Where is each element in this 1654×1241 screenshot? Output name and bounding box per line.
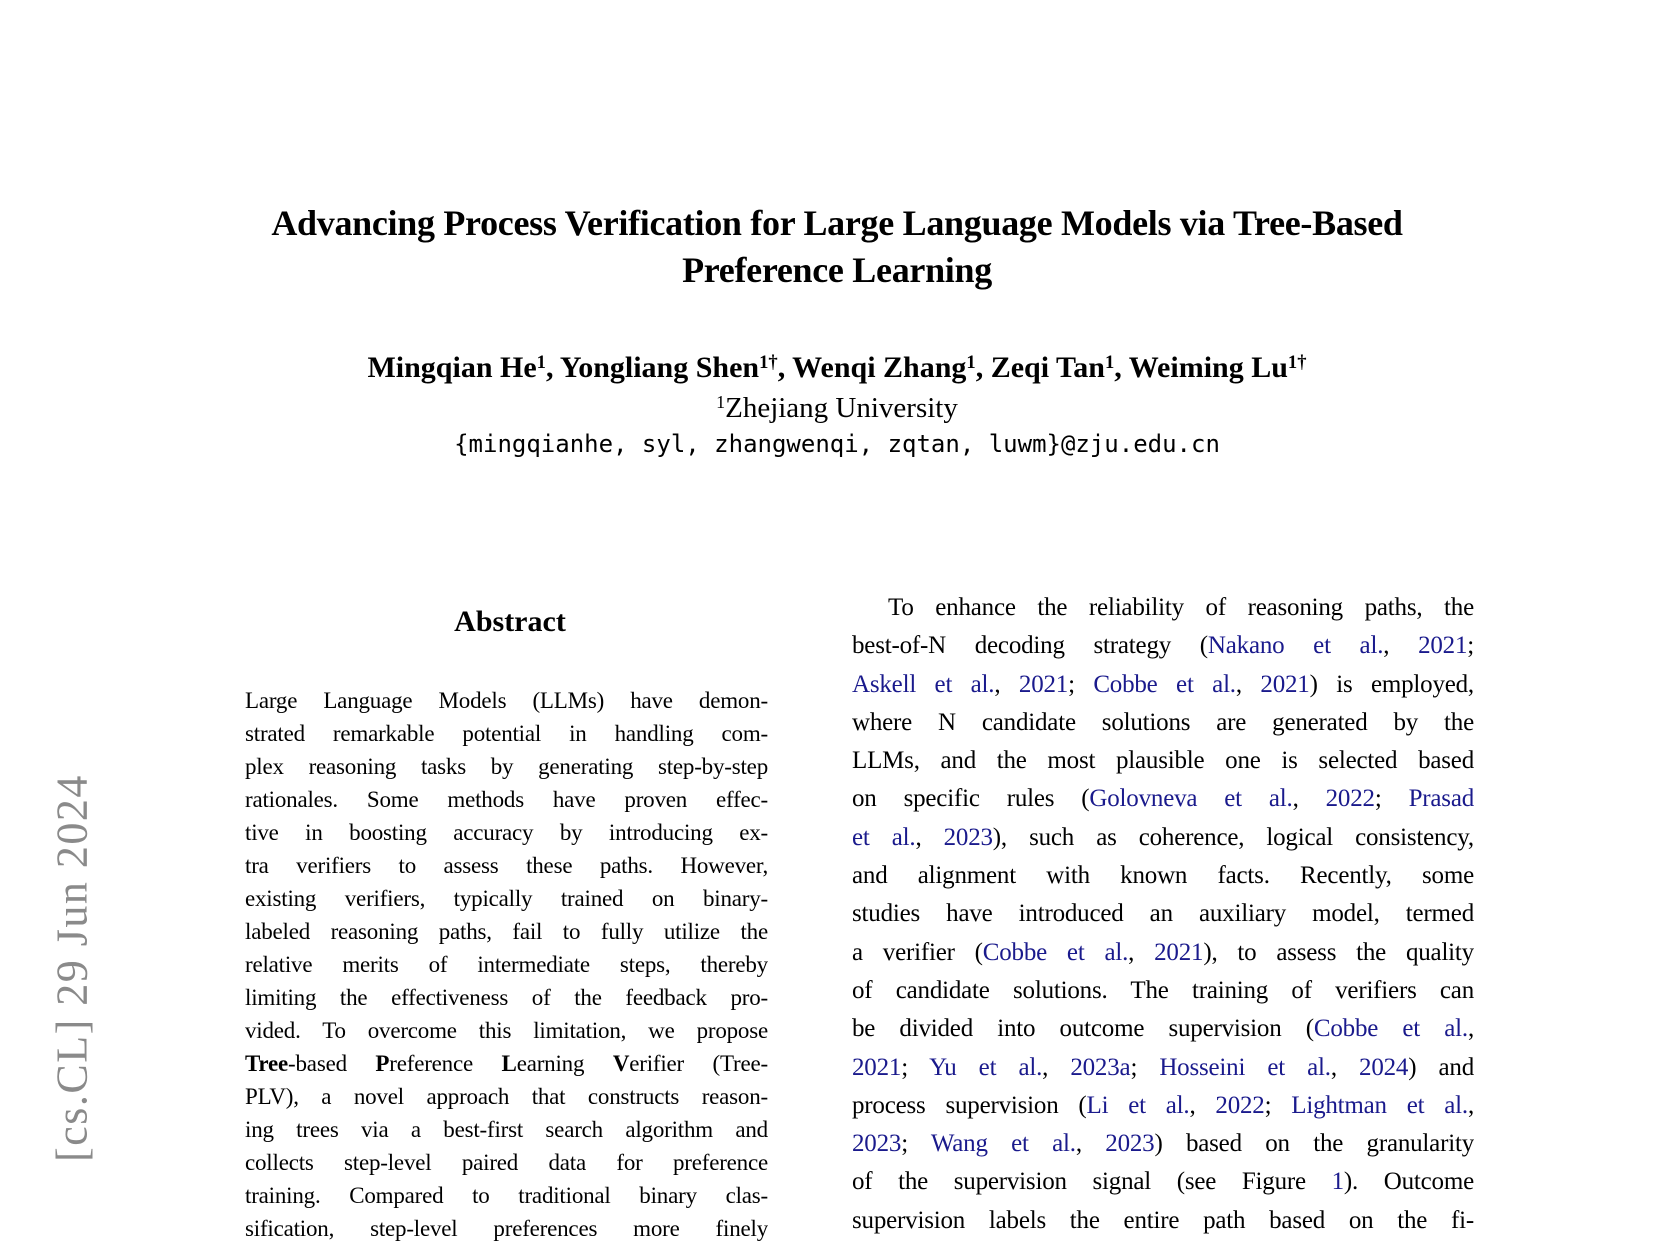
text-span: LLMs, and the most plausible one is selected based	[852, 747, 1474, 775]
text-span: ;	[1264, 1091, 1292, 1119]
text-span: supervision labels the entire path based on the fi-	[852, 1206, 1474, 1234]
citation-link[interactable]: 1	[1331, 1168, 1344, 1196]
text-span: ,	[1128, 938, 1155, 966]
abstract-heading: Abstract	[454, 605, 566, 638]
citation-link[interactable]: et al.	[852, 823, 916, 851]
citation-link[interactable]: 2024	[1359, 1053, 1409, 1081]
superscript: 1	[1104, 352, 1115, 374]
text-span: best-of-N decoding strategy (	[852, 632, 1208, 660]
paper-title-line-2: Preference Learning	[682, 250, 992, 290]
text-span: ) and	[1408, 1053, 1474, 1081]
text-line	[245, 684, 768, 717]
text-line	[852, 666, 1474, 704]
text-span: of candidate solutions. The training of verifiers can	[852, 976, 1474, 1004]
text-line	[852, 1163, 1474, 1201]
text-span: collects step-level paired data for preference	[245, 1150, 768, 1175]
text-span: ing trees via a best-first search algorithm and	[245, 1117, 768, 1142]
superscript: 1	[966, 352, 976, 374]
text-line	[852, 934, 1474, 972]
text-line	[245, 1146, 768, 1179]
text-line	[852, 1049, 1474, 1087]
text-line	[245, 882, 768, 915]
text-line	[245, 1113, 768, 1146]
text-span: rationales. Some methods have proven effec-	[245, 787, 768, 812]
citation-link[interactable]: Hosseini et al.	[1159, 1053, 1331, 1081]
citation-link[interactable]: Cobbe et al.	[1313, 1015, 1468, 1043]
citation-link[interactable]: Askell et al.	[852, 670, 995, 698]
text-span: tra verifiers to assess these paths. However,	[245, 853, 768, 878]
citation-link[interactable]: Cobbe et al.	[982, 938, 1129, 966]
text-line	[852, 1202, 1474, 1240]
bold-text: L	[501, 1051, 517, 1076]
citation-link[interactable]: 2022	[1215, 1091, 1265, 1119]
text-line	[852, 819, 1474, 857]
text-span: process supervision (	[852, 1091, 1087, 1119]
text-line	[852, 1125, 1474, 1163]
text-span: ;	[901, 1053, 930, 1081]
text-line	[245, 981, 768, 1014]
citation-link[interactable]: Nakano et al.	[1207, 632, 1384, 660]
text-span: ,	[1467, 1015, 1474, 1043]
affiliation-line	[180, 392, 1494, 425]
citation-link[interactable]: 2023	[943, 823, 993, 851]
text-line	[852, 1087, 1474, 1125]
text-span: be divided into outcome supervision (	[852, 1015, 1314, 1043]
text-span: vided. To overcome this limitation, we propose	[245, 1018, 768, 1043]
text-span: , Zeqi Tan	[975, 351, 1105, 384]
text-span: , Yongliang Shen	[545, 351, 760, 384]
text-line	[852, 742, 1474, 780]
citation-link[interactable]: 2021	[852, 1053, 902, 1081]
text-line	[245, 1179, 768, 1212]
citation-link[interactable]: Lightman et al.	[1291, 1091, 1468, 1119]
text-span: Zhejiang University	[725, 392, 958, 424]
text-span: ;	[1130, 1053, 1160, 1081]
bold-text: Tree	[245, 1051, 289, 1076]
text-span: ;	[1467, 632, 1474, 660]
text-span: a verifier (	[852, 938, 983, 966]
text-line	[852, 780, 1474, 818]
text-span: labeled reasoning paths, fail to fully utilize the	[245, 919, 768, 944]
text-line	[852, 857, 1474, 895]
paper-title	[180, 200, 1494, 294]
text-span: , Wenqi Zhang	[777, 351, 967, 384]
citation-link[interactable]: 2021	[1418, 632, 1468, 660]
citation-link[interactable]: 2021	[1260, 670, 1310, 698]
text-span: earning	[516, 1051, 613, 1076]
superscript: 1	[536, 352, 546, 374]
text-span: Large Language Models (LLMs) have demon-	[245, 688, 768, 713]
text-span: ) is employed,	[1309, 670, 1474, 698]
text-line	[245, 783, 768, 816]
text-line	[852, 589, 1474, 627]
bold-text: V	[612, 1051, 630, 1076]
text-span: ,	[1292, 785, 1326, 813]
citation-link[interactable]: Wang et al.	[930, 1130, 1076, 1158]
text-span: strated remarkable potential in handling com-	[245, 721, 768, 746]
citation-link[interactable]: Li et al.	[1086, 1091, 1190, 1119]
text-span: sification, step-level preferences more finely	[245, 1216, 768, 1241]
text-span: plex reasoning tasks by generating step-by-step	[245, 754, 768, 779]
introduction-column	[852, 589, 1474, 1240]
citation-link[interactable]: Golovneva et al.	[1089, 785, 1293, 813]
superscript: 1†	[759, 352, 778, 374]
text-line	[245, 1014, 768, 1047]
bold-text: P	[375, 1051, 390, 1076]
citation-link[interactable]: Cobbe et al.	[1093, 670, 1236, 698]
text-span: ;	[901, 1130, 931, 1158]
text-line	[852, 627, 1474, 665]
text-span: ), to assess the quality	[1203, 938, 1474, 966]
text-span: and alignment with known facts. Recently, some	[852, 862, 1474, 890]
text-span: ,	[994, 670, 1019, 698]
text-span: studies have introduced an auxiliary model, termed	[852, 900, 1474, 928]
citation-link[interactable]: 2023	[852, 1130, 902, 1158]
text-span: To enhance the reliability of reasoning paths, the	[888, 594, 1474, 621]
text-line	[245, 849, 768, 882]
text-span: of the supervision signal (see Figure	[852, 1168, 1332, 1196]
superscript: 1†	[1287, 352, 1307, 374]
text-span: relative merits of intermediate steps, thereby	[245, 952, 768, 977]
text-span: ;	[1374, 785, 1409, 813]
text-line	[852, 704, 1474, 742]
arxiv-watermark: [cs.CL] 29 Jun 2024	[47, 774, 97, 1162]
text-span: Mingqian He	[367, 351, 537, 384]
text-span: ). Outcome	[1343, 1168, 1474, 1196]
text-span: ,	[1042, 1053, 1071, 1081]
text-span: ;	[1068, 670, 1094, 698]
text-line	[245, 816, 768, 849]
text-span: tive in boosting accuracy by introducing ex-	[245, 820, 768, 845]
text-span: ,	[1330, 1053, 1360, 1081]
text-span: ,	[1189, 1091, 1216, 1119]
superscript: 1	[716, 392, 726, 413]
text-span: , Weiming Lu	[1114, 351, 1288, 384]
text-span: ) based on the granularity	[1154, 1130, 1474, 1158]
text-line	[245, 948, 768, 981]
text-line	[245, 1212, 768, 1241]
citation-link[interactable]: 2023	[1105, 1130, 1155, 1158]
text-line	[852, 972, 1474, 1010]
text-line	[245, 717, 768, 750]
citation-link[interactable]: 2022	[1325, 785, 1375, 813]
citation-link[interactable]: 2023a	[1070, 1053, 1131, 1081]
text-line	[852, 1010, 1474, 1048]
citation-link[interactable]: Prasad	[1408, 785, 1474, 813]
text-span: existing verifiers, typically trained on binary-	[245, 886, 768, 911]
text-span: ,	[1075, 1130, 1106, 1158]
text-line	[245, 915, 768, 948]
text-line	[852, 895, 1474, 933]
citation-link[interactable]: 2021	[1018, 670, 1069, 698]
citation-link[interactable]: Yu et al.	[929, 1053, 1043, 1081]
text-span: where N candidate solutions are generated by the	[852, 708, 1474, 736]
paper-title-line-1: Advancing Process Verification for Large Language Models via Tree-Based	[271, 203, 1403, 243]
text-span: erifier (Tree-	[629, 1051, 768, 1076]
text-span: ), such as coherence, logical consistency,	[992, 823, 1474, 851]
text-span: limiting the effectiveness of the feedback pro-	[245, 985, 768, 1010]
text-span: on specific rules (	[852, 785, 1090, 813]
text-span: training. Compared to traditional binary clas-	[245, 1183, 768, 1208]
text-span: ,	[915, 823, 944, 851]
text-span: ,	[1383, 632, 1419, 660]
text-span: ,	[1467, 1091, 1474, 1119]
text-span: PLV), a novel approach that constructs reason-	[245, 1084, 768, 1109]
abstract-body	[245, 684, 768, 1241]
text-line	[245, 750, 768, 783]
text-span: ,	[1235, 670, 1261, 698]
citation-link[interactable]: 2021	[1154, 938, 1204, 966]
author-line	[180, 351, 1494, 385]
text-span: reference	[389, 1051, 502, 1076]
text-span: -based	[288, 1051, 376, 1076]
text-line	[245, 1080, 768, 1113]
text-line	[245, 1047, 768, 1080]
email-line: {mingqianhe, syl, zhangwenqi, zqtan, luwm}@zju.edu.cn	[454, 430, 1220, 458]
